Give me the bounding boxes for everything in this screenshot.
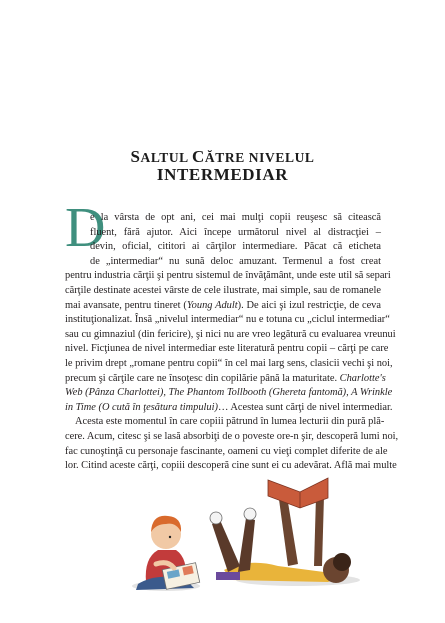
girl-reading-figure — [210, 478, 360, 586]
text-line: sau cu gimnaziul (din fericire), şi nici nu are vreo legătură cu evaluarea vreunui — [65, 328, 396, 340]
text-line: Acesta este momentul în care copiii pătrund în lumea lecturii din pură plă- — [75, 416, 385, 428]
text-line: devin, oficial, cititori ai cărţilor intermediare. Păcat că eticheta — [90, 241, 381, 253]
text-line: pentru industria cărţii şi pentru sistemul de învăţământ, unde este util să separi — [65, 270, 391, 282]
text-line: mai avansate, pentru tineret (Young Adult). De aici şi izul restricţie, de ceva — [65, 299, 381, 311]
text-line: in Time (O cută în ţesătura timpului)… Acestea sunt cărţi de nivel intermediar. — [65, 401, 393, 413]
text-line: precum şi cărţile care ne însoţesc din copilărie până la maturitate. Charlotte's — [65, 372, 386, 384]
text-line: lor. Citind aceste cărţi, copiii descoperă cine sunt ei cu adevărat. Află mai multe — [65, 460, 397, 472]
text-line: Web (Pânza Charlottei), The Phantom Tollbooth (Ghereta fantomă), A Wrinkle — [65, 387, 393, 399]
drop-cap: D — [65, 197, 106, 259]
text-line: instituţionalizat. Însă „nivelul intermediar“ nu e totuna cu „ciclul intermediar“ — [65, 314, 390, 326]
body-text — [65, 211, 399, 474]
reading-children-illustration — [128, 462, 368, 594]
text-line: nivel. Ficţiunea de nivel intermediar este literatură pentru copii – cărţi pe care — [65, 343, 389, 355]
text-line: de „intermediar“ nu sună deloc amuzant. Termenul a fost creat — [90, 255, 381, 267]
boy-reading-figure — [132, 516, 200, 591]
chapter-title-line1: SALTUL CĂTRE NIVELUL — [130, 147, 315, 166]
text-line: e la vârsta de opt ani, cei mai mulţi copii reuşesc să citească — [90, 212, 381, 223]
text-line: cărţile destinate acestei vârste de cele ilustrate, mai simple, sau de romanele — [65, 284, 381, 296]
chapter-title-line2: INTERMEDIAR — [156, 165, 289, 184]
text-line: fluent, fără ajutor. Aici începe următorul nivel al distracţiei – — [90, 226, 381, 238]
text-line: fac cunoştinţă cu personaje fascinante, oameni cu vieţi complet diferite de ale — [65, 445, 388, 457]
text-line: cere. Acum, citesc şi se lasă absorbiţi de o poveste ore-n şir, descoperă lumi noi, — [65, 430, 399, 442]
text-line: le privim drept „romane pentru copii“ în cel mai larg sens, clasicii vechi şi noi, — [65, 357, 393, 369]
